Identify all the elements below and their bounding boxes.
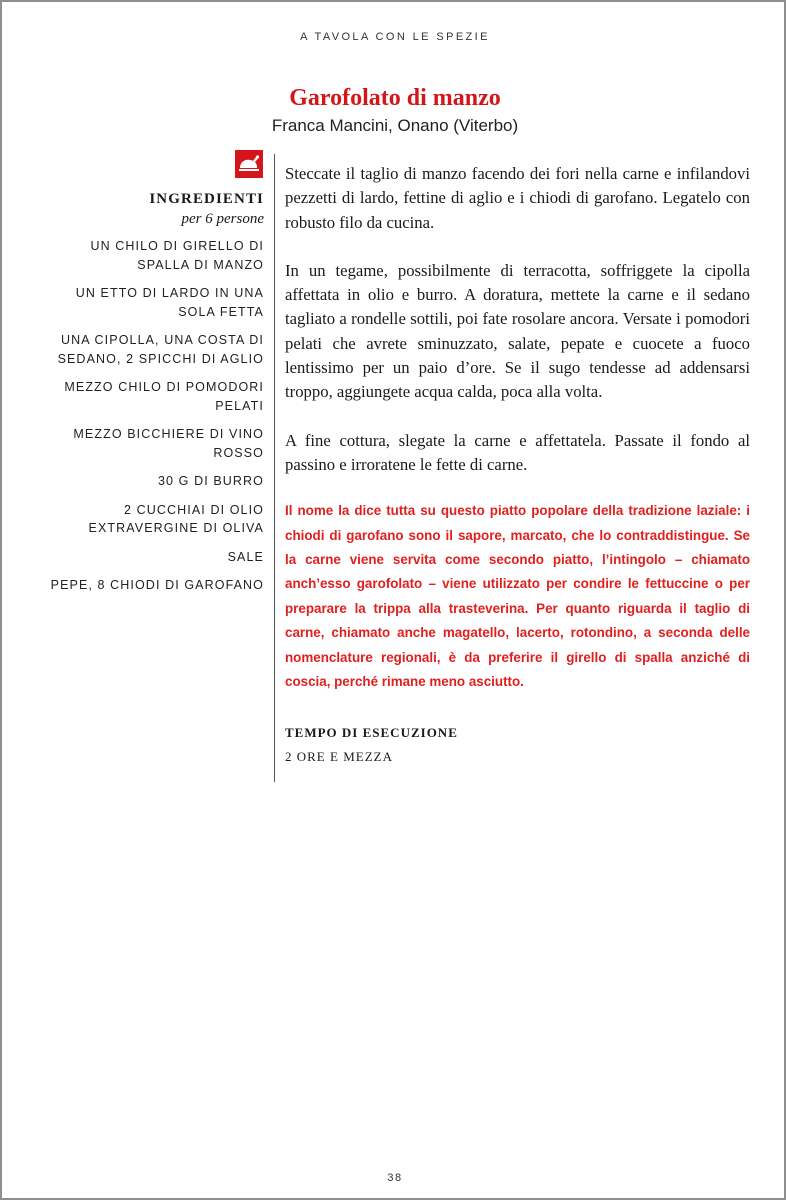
- ingredient-item: UN ETTO DI LARDO IN UNA SOLA FETTA: [75, 286, 264, 319]
- ingredients-heading: INGREDIENTI: [149, 191, 264, 207]
- chicken-dish-icon: [235, 150, 263, 178]
- page-number: 38: [387, 1172, 403, 1184]
- recipe-body: [285, 162, 750, 765]
- method-paragraph: A fine cottura, slegate la carne e affettatela. Passate il fondo al passino e irroratene le fette di carne.: [285, 430, 750, 474]
- ingredient-item: 30 G DI BURRO: [158, 474, 264, 488]
- running-head: A TAVOLA CON LE SPEZIE: [300, 31, 490, 43]
- time-value: 2 ORE E MEZZA: [285, 748, 393, 764]
- ingredients-panel: [38, 189, 264, 605]
- ingredient-item: MEZZO BICCHIERE DI VINO ROSSO: [73, 427, 264, 460]
- method-paragraph: In un tegame, possibilmente di terracotta, soffriggete la cipolla affettata in olio e burro. A doratura, mettete la carne e il sedano tagliato a rondelle sottili, poi fate rosolare ancora. Versate i pomodori pelati che avrete sminuzzato, salate, pepate e cuocete a fuoco lentissimo per un paio d’ore. Se il sugo tendesse ad addensarsi troppo, aggiungete acqua calda, poca alla volta.: [285, 260, 750, 402]
- method-paragraph: Steccate il taglio di manzo facendo dei fori nella carne e infilandovi pezzetti di lardo, fettine di aglio e i chiodi di garofano. Legatelo con robusto filo da cucina.: [285, 164, 750, 232]
- ingredients-serving: per 6 persone: [181, 211, 264, 227]
- recipe-note: Il nome la dice tutta su questo piatto popolare della tradizione laziale: i chiodi di garofano sono il sapore, marcato, che lo contraddistingue. Se la carne viene servita come secondo piatto, l’intingolo – chiamato anch’esso garofolato – viene utilizzato per condire le fettuccine o per preparare la trippa alla trasteverina. Per quanto riguarda il taglio di carne, chiamato anche magatello, lacerto, rotondino, a seconda delle nomenclature regionali, è da preferire il girello di spalla anziché di coscia, perché rimane meno asciutto.: [285, 503, 750, 690]
- recipe-author: Franca Mancini, Onano (Viterbo): [271, 116, 519, 135]
- column-divider: [274, 154, 275, 782]
- ingredient-item: PEPE, 8 CHIODI DI GAROFANO: [50, 578, 264, 592]
- time-heading: TEMPO DI ESECUZIONE: [285, 724, 458, 740]
- ingredient-item: 2 CUCCHIAI DI OLIO EXTRAVERGINE DI OLIVA: [88, 502, 264, 535]
- recipe-title: Garofolato di manzo: [289, 85, 501, 111]
- ingredient-item: SALE: [227, 549, 264, 564]
- ingredient-item: MEZZO CHILO DI POMODORI PELATI: [64, 380, 264, 413]
- ingredient-item: UNA CIPOLLA, UNA COSTA DI SEDANO, 2 SPICCHI DI AGLIO: [57, 333, 264, 366]
- ingredient-item: UN CHILO DI GIRELLO DI SPALLA DI MANZO: [90, 239, 264, 272]
